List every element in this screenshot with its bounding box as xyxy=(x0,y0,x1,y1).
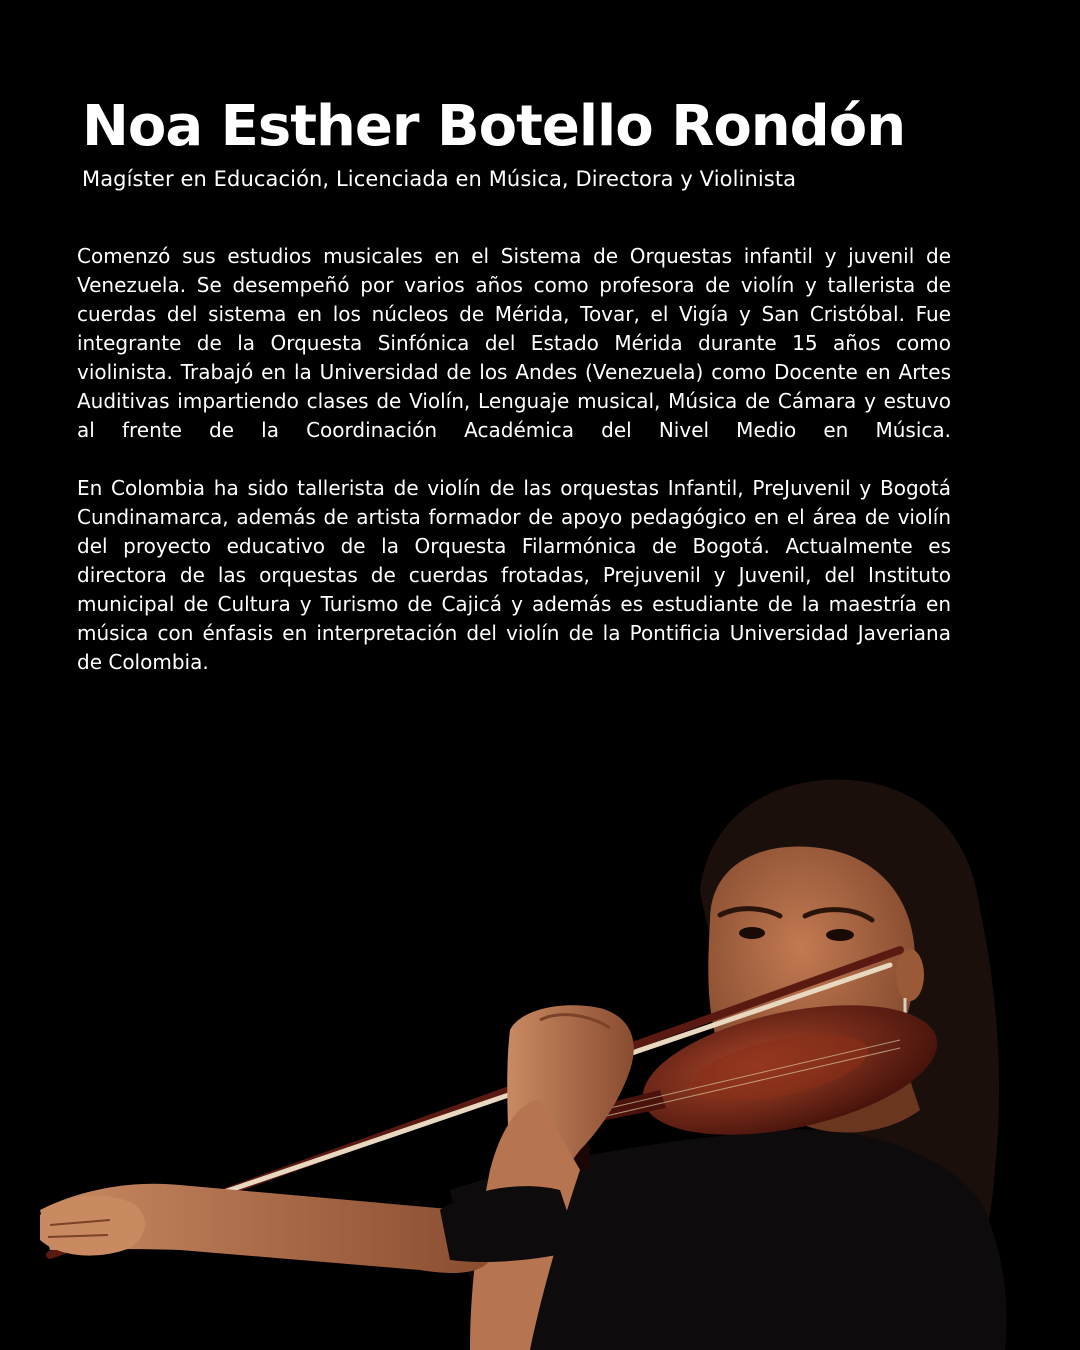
violinist-photo xyxy=(20,770,1020,1350)
page-subtitle: Magíster en Educación, Licenciada en Música, Directora y Violinista xyxy=(82,167,797,191)
page-title: Noa Esther Botello Rondón xyxy=(82,94,906,159)
header xyxy=(82,92,1002,196)
violinist-illustration xyxy=(20,770,1020,1350)
bio-paragraph-1: Comenzó sus estudios musicales en el Sistema de Orquestas infantil y juvenil de Venezuela. Se desempeñó por varios años como profesora de violín y tallerista de cuerdas del sistema en los núcleos de Mérida, Tovar, el Vigía y San Cristóbal. Fue integrante de la Orquesta Sinfónica del Estado Mérida durante 15 años como violinista. Trabajó en la Universidad de los Andes (Venezuela) como Docente en Artes Auditivas impartiendo clases de Violín, Lenguaje musical, Música de Cámara y estuvo al frente de la Coordinación Académica del Nivel Medio en Música. xyxy=(77,244,951,442)
biography xyxy=(77,242,951,706)
bow-hand xyxy=(40,1196,145,1256)
bio-paragraph-2: En Colombia ha sido tallerista de violín de las orquestas Infantil, PreJuvenil y Bogotá Cundinamarca, además de artista formador de apoyo pedagógico en el área de violín del proyecto educativo de la Orquesta Filarmónica de Bogotá. Actualmente es directora de las orquestas de cuerdas frotadas, Prejuvenil y Juvenil, del Instituto municipal de Cultura y Turismo de Cajicá y además es estudiante de la maestría en música con énfasis en interpretación del violín de la Pontificia Universidad Javeriana de Colombia. xyxy=(77,476,951,674)
